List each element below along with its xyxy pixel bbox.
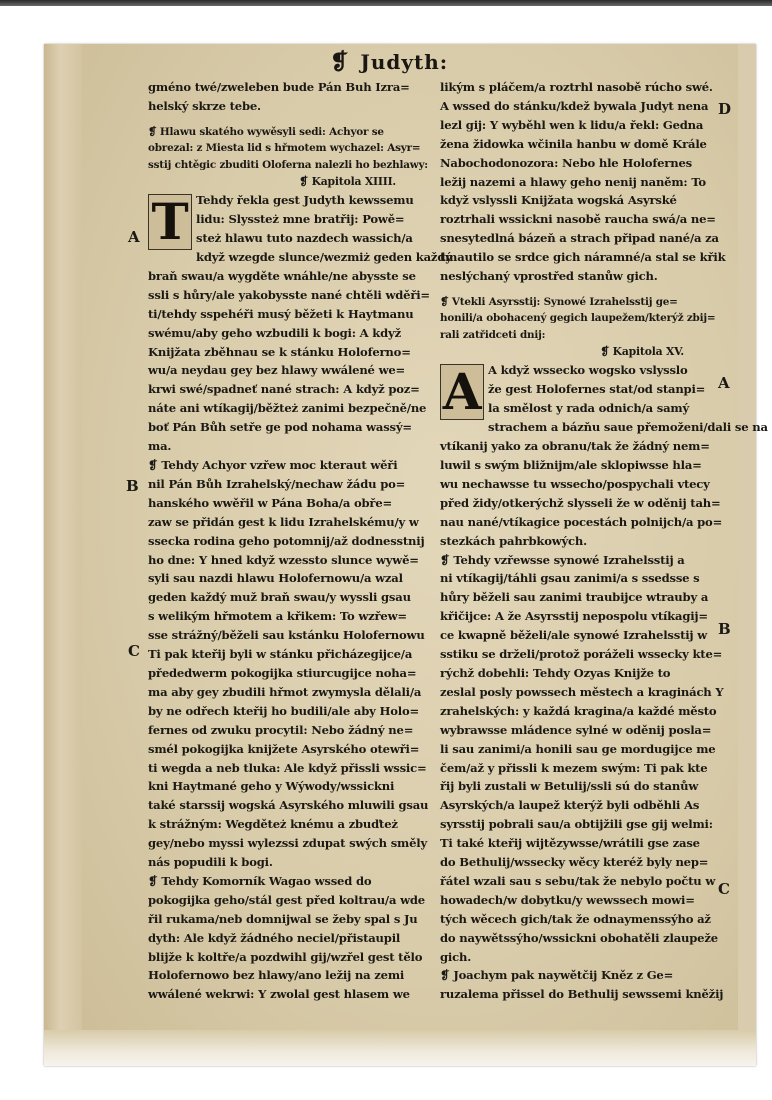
text-line: syli sau nazdi hlawu Holofernowu/a wzal: [148, 571, 403, 586]
margin-letter-a: A: [128, 228, 140, 246]
margin-letter-b: B: [718, 620, 731, 638]
text-line: žena židowka wčinila hanbu w domě Krále: [440, 136, 707, 151]
text-line: luwil s swým bližnijm/ale sklopiwsse hla=: [440, 458, 702, 472]
paragraph: [148, 191, 452, 456]
text-line: hůry běželi sau zanimi traubijce wtrauby a: [440, 590, 709, 605]
text-line: ❡ Vtekli Asyrsstij: Synowé Izrahelsstij ge=: [440, 295, 678, 308]
window-top-bar: [0, 0, 772, 6]
text-line: gméno twé/zweleben bude Pán Buh Izra=: [148, 80, 410, 94]
running-head: [330, 49, 530, 75]
text-line: ❡ Tehdy vzřewsse synowé Izrahelsstij a: [440, 552, 685, 567]
paragraph: [440, 551, 724, 967]
text-line: ma.: [148, 439, 172, 454]
text-line: Tehdy řekla gest Judyth kewssemu: [196, 193, 414, 208]
text-line: ni vtíkagij/táhli gsau zanimi/a s ssedsse s: [440, 571, 700, 586]
paragraph: [148, 645, 429, 872]
page-bottom-edge: [44, 1030, 756, 1066]
text-line: gich.: [440, 949, 472, 964]
margin-letter-c: C: [128, 642, 140, 660]
text-line: že gest Holofernes stat/od stanpi=: [488, 382, 706, 397]
text-line: Ti pak kteřij byli w stánku přicházegijce/a: [148, 647, 413, 662]
text-line: hanského wwěřil w Pána Boha/a obře=: [148, 495, 393, 510]
text-line: křičijce: A že Asyrsstij nepospolu vtíkagij=: [440, 609, 708, 624]
paragraph: [440, 78, 726, 286]
text-line: kni Haytmané geho y Wýwody/wssickni: [148, 779, 395, 794]
paragraph: [440, 361, 768, 550]
text-line: čem/až y přissli k mezem swým: Ti pak kte: [440, 760, 708, 775]
text-line: s welikým hřmotem a křikem: To wzřew=: [148, 609, 407, 624]
text-line: Ti také kteřij wijtězywsse/wrátili gse zase: [440, 836, 700, 851]
text-line: by ne odřech kteřij ho budili/ale aby Holo=: [148, 703, 420, 718]
text-line: ❡ Tehdy Komorník Wagao wssed do: [148, 873, 372, 888]
text-line: neslýchaný vprostřed stanůw gich.: [440, 269, 658, 284]
drop-cap-initial: A: [440, 364, 484, 420]
text-line: když vslyssli Knijžata wogská Asyrské: [440, 193, 677, 208]
paragraph: [148, 872, 424, 1004]
text-line: k strážným: Wegděteż knému a zbuďteż: [148, 817, 398, 832]
text-line: fernes od zwuku procytil: Nebo žádný ne=: [148, 722, 414, 737]
chapter-summary: [148, 124, 428, 174]
text-line: nil Pán Bůh Izrahelský/nechaw žádu po=: [148, 476, 406, 491]
text-line: nau nané/vtíkagice pocestách polnijch/a po=: [440, 514, 723, 529]
text-line: li sau zanimi/a honili sau ge mordugijce me: [440, 741, 716, 756]
text-line: Knijžata zběhnau se k stánku Holoferno=: [148, 344, 411, 359]
text-line: roztrhali wssickni nasobě raucha swá/a ne=: [440, 212, 716, 227]
chapter-summary: [440, 294, 716, 344]
text-line: obrezal: z Miesta lid s hřmotem wychazel: Asyr=: [148, 142, 421, 155]
intro-paragraph: [148, 78, 424, 116]
text-line: Holofernowo bez hlawy/ano ležij na zemi: [148, 968, 405, 983]
text-line: wybrawsse mládence sylné w oděnij posla=: [440, 722, 712, 737]
chapter-heading: ❡ Kapitola XIIII.: [299, 175, 396, 189]
text-line: braň swau/a wygděte wnáhle/ne abysste se: [148, 268, 416, 283]
text-line: ssli s hůry/ale yakobysste nané chtěli wděři=: [148, 287, 430, 302]
text-line: ruzalema přissel do Bethulij sewssemi kněžij: [440, 987, 724, 1002]
text-line: zeslal posly powssech městech a kraginách Y: [440, 684, 724, 699]
text-line: do Bethulij/wssecky wěcy kteréž byly nep=: [440, 855, 709, 870]
text-line: pokogijka geho/stál gest před koltrau/a wde: [148, 892, 425, 907]
text-line: vtíkanij yako za obranu/tak že žádný nem=: [440, 439, 710, 454]
margin-letter-c: C: [718, 880, 730, 898]
right-column: [440, 78, 768, 1004]
text-line: syrsstij pobrali sau/a obtijžili gse gij welmi:: [440, 817, 713, 832]
text-line: boť Pán Bůh setře ge pod nohama wassý=: [148, 420, 412, 435]
paragraph: [440, 966, 724, 1004]
text-line: Nabochodonozora: Nebo hle Holofernes: [440, 155, 692, 170]
text-line: blijže k koltře/a pozdwihl gij/wzřel gest tělo: [148, 949, 423, 964]
text-line: howadech/w dobytku/y wewssech mowi=: [440, 892, 695, 907]
margin-letter-d: D: [718, 100, 732, 118]
text-line: helský skrze tebe.: [148, 98, 261, 113]
text-line: ❡ Hlawu skatého wywěsyli sedi: Achyor se: [148, 125, 384, 138]
text-line: ho dne: Y hned když wzessto slunce wywě=: [148, 552, 419, 567]
text-line: nás popudili k bogi.: [148, 855, 273, 870]
text-line: zrahelských: y každá kragina/a každé město: [440, 703, 717, 718]
text-line: strachem a bázňu saue přemoženi/dali se na: [488, 420, 768, 435]
text-line: lezl gij: Y wyběhl wen k lidu/a řekl: Gedna: [440, 117, 704, 132]
text-line: řil rukama/neb domnijwal se žeby spal s Ju: [148, 911, 418, 926]
text-line: krwi swé/spadneť nané strach: A když poz=: [148, 382, 420, 397]
text-line: wu nechawsse tu wssecho/pospychali vtecy: [440, 476, 710, 491]
margin-letter-a: A: [718, 374, 730, 392]
text-line: stezkách pahrbkowých.: [440, 533, 587, 548]
chapter-heading: ❡ Kapitola XV.: [600, 345, 684, 359]
drop-cap-initial: T: [148, 194, 192, 250]
page-left-edge: [44, 44, 84, 1066]
text-line: do naywětssýho/wssickni obohatěli zlaupeže: [440, 930, 718, 945]
text-line: wu/a neydau gey bez hlawy wwálené we=: [148, 363, 406, 378]
text-line: rýchž dobehli: Tehdy Ozyas Knijže to: [440, 665, 671, 680]
text-line: sstiku se drželi/protož poráželi wssecky kte=: [440, 647, 723, 662]
text-line: la smělost y rada odnich/a samý: [488, 401, 690, 416]
margin-letter-b: B: [126, 477, 139, 495]
text-line: ce kwapně běželi/ale synowé Izrahelsstij w: [440, 628, 708, 643]
running-head-title: Judyth:: [360, 50, 449, 74]
text-line: náte ani wtíkagij/běžteż zanimi bezpečně/ne: [148, 401, 427, 416]
text-line: ti wegda a neb tluka: Ale když přissli wssic=: [148, 760, 427, 775]
text-line: ❡ Tehdy Achyor vzřew moc kteraut wěři: [148, 458, 398, 472]
text-line: také starssij wogská Asyrského mluwili gsau: [148, 798, 429, 813]
text-line: geden každý muž braň swau/y wyssli gsau: [148, 590, 411, 605]
text-line: ti/tehdy sspehéři musý běžeti k Haytmanu: [148, 306, 414, 321]
text-line: sstij chtěgic zbuditi Oloferna nalezli ho bezhlawy:: [148, 158, 428, 171]
text-line: gey/nebo myssi wylezssi zdupat swých směly: [148, 836, 428, 851]
text-line: steż hlawu tuto nazdech wassich/a: [196, 231, 413, 246]
text-line: wwálené wekrwi: Y zwolal gest hlasem we: [148, 987, 410, 1002]
text-line: snesytedlná bázeň a strach připad nané/a za: [440, 231, 719, 246]
text-line: smél pokogijka knijžete Asyrského otewři=: [148, 741, 420, 756]
text-line: když wzegde slunce/wezmiż geden každý: [196, 250, 452, 265]
text-line: zaw se přidán gest k lidu Izrahelskému/y w: [148, 514, 419, 529]
text-line: swému/aby geho wzbudili k bogi: A když: [148, 325, 401, 340]
text-line: ležij nazemi a hlawy geho nenij naněm: To: [440, 174, 706, 189]
text-line: honili/a obohacený gegich laupežem/kterýž zbij=: [440, 312, 716, 325]
text-line: tých wěcech gich/tak že odnaymenssýho až: [440, 911, 711, 926]
text-line: sse strážný/běželi sau kstánku Holofernowu: [148, 628, 425, 643]
text-line: ssecka rodina geho potomnij/až dodnesstnij: [148, 533, 425, 548]
text-line: dyth: Ale když žádného neciel/přistaupil: [148, 930, 401, 945]
text-line: lidu: Slyssteż mne bratřij: Powě=: [196, 212, 405, 227]
text-line: A když wssecko wogsko vslysslo: [488, 363, 688, 378]
left-column: [148, 78, 452, 1004]
text-line: A wssed do stánku/kdež bywala Judyt nena: [440, 98, 709, 113]
text-line: tmautilo se srdce gich náramné/a stal se křik: [440, 250, 726, 265]
paragraph: [148, 456, 424, 645]
text-line: likým s pláčem/a roztrhl nasobě rúcho swé.: [440, 80, 713, 94]
pilcrow-icon: ❡: [330, 49, 350, 75]
text-line: ma aby gey zbudili hřmot zwymysla dělali/a: [148, 684, 422, 699]
text-line: Asyrských/a laupež kterýž byli odběhli As: [440, 798, 700, 813]
text-line: přededwerm pokogijka stiurcugijce noha=: [148, 665, 417, 680]
text-line: řátel wzali sau s sebu/tak že nebylo počtu w: [440, 873, 716, 888]
text-line: rali zatřidceti dnij:: [440, 328, 546, 341]
text-line: před židy/otkerýchž slysseli že w oděnij tah=: [440, 495, 721, 510]
text-line: řij byli zustali w Betulij/ssli sú do stanůw: [440, 779, 699, 794]
text-line: ❡ Joachym pak naywětčij Kněz z Ge=: [440, 968, 674, 983]
